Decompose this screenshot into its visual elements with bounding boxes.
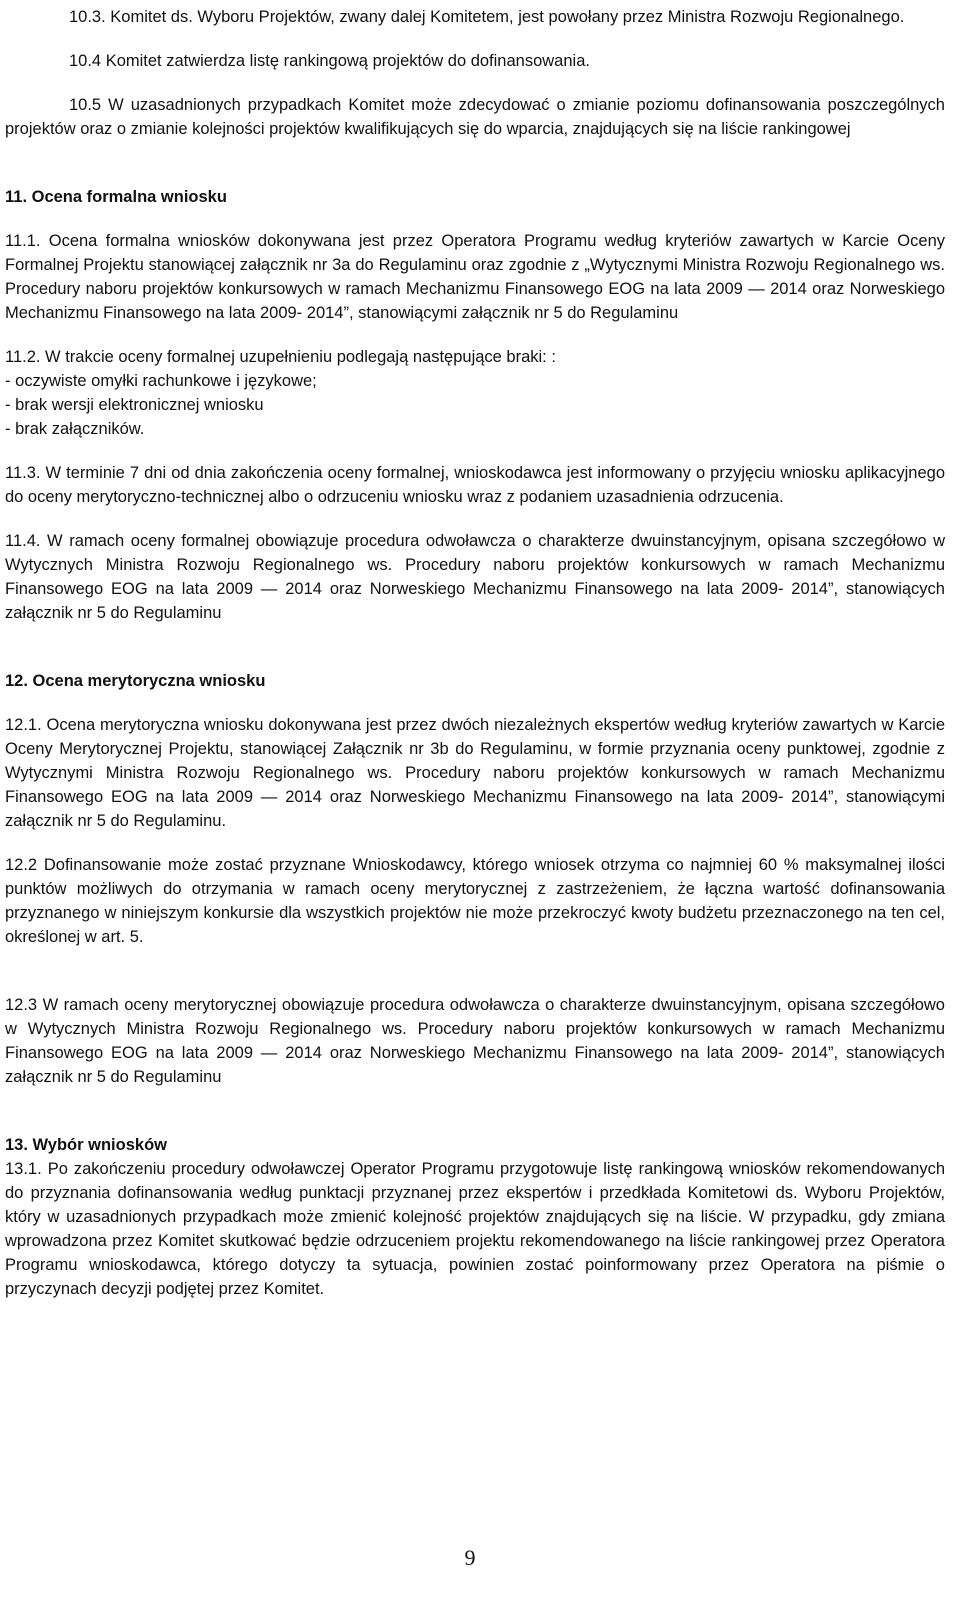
section-heading-13: 13. Wybór wniosków [5,1136,167,1154]
list-item: - brak załączników. [5,420,145,438]
section-heading-11: 11. Ocena formalna wniosku [5,188,227,206]
list-item: - brak wersji elektronicznej wniosku [5,396,264,414]
paragraph-12-1: 12.1. Ocena merytoryczna wniosku dokonywana jest przez dwóch niezależnych ekspertów według kryteriów zawartych w Karcie Oceny Merytorycznej Projektu, stanowiącej Załącznik nr 3b do Regulaminu, w formie przyznania oceny punktowej, zgodnie z Wytycznymi Ministra Rozwoju Regionalnego ws. Procedury naboru projektów konkursowych w ramach Mechanizmu Finansowego EOG na lata 2009 — 2014 oraz Norweskiego Mechanizmu Finansowego na lata 2009- 2014”, stanowiącymi załącznik nr 5 do Regulaminu. [5,716,945,830]
paragraph-11-2-intro: 11.2. W trakcie oceny formalnej uzupełnieniu podlegają następujące braki: : [5,348,556,366]
page-number: 9 [464,1545,476,1570]
list-item: - oczywiste omyłki rachunkowe i językowe; [5,372,317,390]
section-heading-12: 12. Ocena merytoryczna wniosku [5,672,266,690]
paragraph-11-3: 11.3. W terminie 7 dni od dnia zakończenia oceny formalnej, wnioskodawca jest informowany o przyjęciu wniosku aplikacyjnego do oceny merytoryczno-technicznej albo o odrzuceniu wniosku wraz z podaniem uzasadnienia odrzucenia. [5,464,945,506]
paragraph-11-1: 11.1. Ocena formalna wniosków dokonywana jest przez Operatora Programu według kryteriów zawartych w Karcie Oceny Formalnej Projektu stanowiącej załącznik nr 3a do Regulaminu oraz zgodnie z „Wytycznymi Ministra Rozwoju Regionalnego ws. Procedury naboru projektów konkursowych w ramach Mechanizmu Finansowego EOG na lata 2009 — 2014 oraz Norweskiego Mechanizmu Finansowego na lata 2009- 2014”, stanowiącymi załącznik nr 5 do Regulaminu [5,232,945,322]
paragraph-11-4: 11.4. W ramach oceny formalnej obowiązuje procedura odwoławcza o charakterze dwuinstancyjnym, opisana szczegółowo w Wytycznych Ministra Rozwoju Regionalnego ws. Procedury naboru projektów konkursowych w ramach Mechanizmu Finansowego EOG na lata 2009 — 2014 oraz Norweskiego Mechanizmu Finansowego na lata 2009- 2014”, stanowiących załącznik nr 5 do Regulaminu [5,532,945,622]
paragraph-10-4: 10.4 Komitet zatwierdza listę rankingową projektów do dofinansowania. [69,52,590,70]
paragraph-10-3: 10.3. Komitet ds. Wyboru Projektów, zwany dalej Komitetem, jest powołany przez Ministra Rozwoju Regionalnego. [69,8,905,26]
paragraph-12-2: 12.2 Dofinansowanie może zostać przyznane Wnioskodawcy, którego wniosek otrzyma co najmniej 60 % maksymalnej ilości punktów możliwych do otrzymania w ramach oceny merytorycznej z zastrzeżeniem, że łączna wartość dofinansowania przyznanego w niniejszym konkursie dla wszystkich projektów nie może przekroczyć kwoty budżetu przeznaczonego na ten cel, określonej w art. 5. [5,856,945,946]
paragraph-12-3: 12.3 W ramach oceny merytorycznej obowiązuje procedura odwoławcza o charakterze dwuinstancyjnym, opisana szczegółowo w Wytycznych Ministra Rozwoju Regionalnego ws. Procedury naboru projektów konkursowych w ramach Mechanizmu Finansowego EOG na lata 2009 — 2014 oraz Norweskiego Mechanizmu Finansowego na lata 2009- 2014”, stanowiących załącznik nr 5 do Regulaminu [5,996,945,1086]
paragraph-13-1: 13.1. Po zakończeniu procedury odwoławczej Operator Programu przygotowuje listę rankingową wniosków rekomendowanych do przyznania dofinansowania według punktacji przyznanej przez ekspertów i przedkłada Komitetowi ds. Wyboru Projektów, który w uzasadnionych przypadkach może zmienić kolejność projektów znajdujących się na liście. W przypadku, gdy zmiana wprowadzona przez Komitet skutkować będzie odrzuceniem projektu rekomendowanego na liście rankingowej przez Operatora Programu wnioskodawca, którego dotyczy ta sytuacja, powinien zostać poinformowany przez Operatora na piśmie o przyczynach decyzji podjętej przez Komitet. [5,1160,945,1298]
document-body [0,5,945,1301]
paragraph-10-5: 10.5 W uzasadnionych przypadkach Komitet może zdecydować o zmianie poziomu dofinansowania poszczególnych projektów oraz o zmianie kolejności projektów kwalifikujących się do wparcia, znajdujących się na liście rankingowej [5,96,945,138]
